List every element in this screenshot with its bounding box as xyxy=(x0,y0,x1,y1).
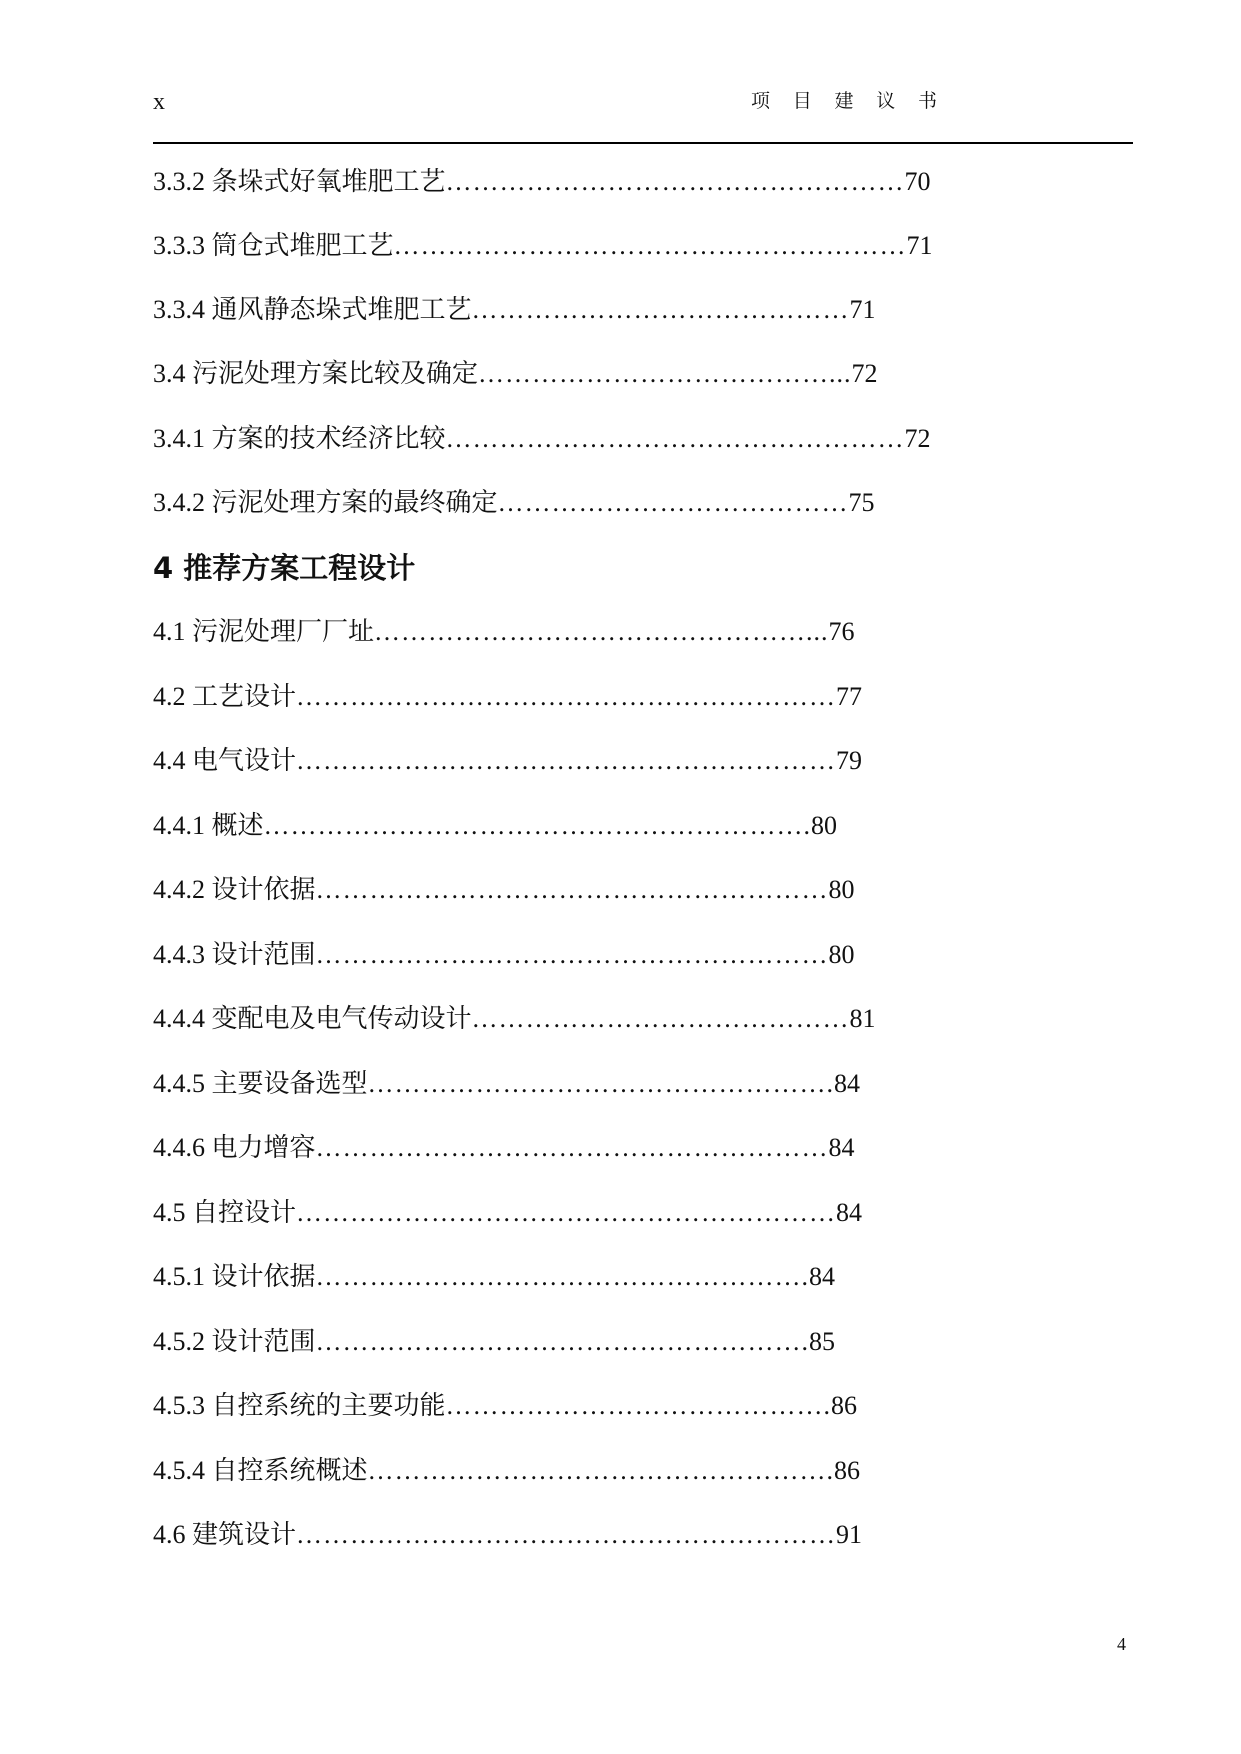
toc-entry-leader: …………………………………………… xyxy=(445,167,905,196)
toc-entry-label: 3.4.2 污泥处理方案的最终确定 xyxy=(153,488,498,517)
toc-entry-page: 75 xyxy=(848,488,875,517)
toc-entry-page: 84 xyxy=(834,1069,861,1098)
toc-entry-leader: …………………………………………… xyxy=(445,424,905,453)
toc-entry-label: 3.3.4 通风静态垛式堆肥工艺 xyxy=(153,295,472,324)
toc-entry-page: 72 xyxy=(851,359,878,388)
toc-entry-page: 71 xyxy=(849,295,876,324)
toc-entry-label: 4.5.1 设计依据 xyxy=(153,1262,316,1291)
toc-entry-label: 4.4.5 主要设备选型 xyxy=(153,1069,368,1098)
toc-entry-page: 81 xyxy=(849,1004,876,1033)
toc-entry-4-5-4[interactable] xyxy=(153,1451,860,1491)
toc-entry-label: 3.3.2 条垛式好氧堆肥工艺 xyxy=(153,167,446,196)
page-number: 4 xyxy=(1117,1634,1126,1654)
toc-heading-label: 4 推荐方案工程设计 xyxy=(153,551,416,585)
toc-entry-leader: ………………………………………………. xyxy=(315,1327,810,1356)
toc-entry-leader: ………………………………………………. xyxy=(315,1262,810,1291)
header-title: 项 目 建 议 书 xyxy=(751,91,947,112)
toc-entry-4-4-2[interactable] xyxy=(153,870,855,910)
toc-entry-page: 72 xyxy=(904,424,931,453)
toc-entry-label: 4.4.2 设计依据 xyxy=(153,875,316,904)
toc-entry-label: 4.4.1 概述 xyxy=(153,811,264,840)
toc-entry-leader: ………………………………… xyxy=(497,488,849,517)
header-left-text: x xyxy=(153,89,165,115)
toc-entry-leader: …………………………………………………… xyxy=(296,682,837,711)
toc-entry-3-3-4[interactable] xyxy=(153,290,876,330)
toc-entry-leader: …………………………………………………… xyxy=(296,746,837,775)
toc-entry-4-4-3[interactable] xyxy=(153,935,855,975)
toc-entry-leader: …………………………………………………… xyxy=(296,1198,837,1227)
toc-entry-page: 80 xyxy=(811,811,838,840)
toc-entry-page: 79 xyxy=(836,746,863,775)
toc-entry-page: 77 xyxy=(836,682,863,711)
toc-entry-label: 4.5.4 自控系统概述 xyxy=(153,1456,368,1485)
toc-entry-4-4-5[interactable] xyxy=(153,1064,860,1104)
toc-entry-4-5-3[interactable] xyxy=(153,1386,857,1426)
toc-entry-leader: ……………………………………………. xyxy=(367,1069,835,1098)
toc-entry-label: 4.4.4 变配电及电气传动设计 xyxy=(153,1004,472,1033)
toc-entry-4-4-1[interactable] xyxy=(153,806,837,846)
toc-entry-label: 3.3.3 筒仓式堆肥工艺 xyxy=(153,231,394,260)
toc-entry-page: 91 xyxy=(836,1520,863,1549)
toc-entry-3-4-1[interactable] xyxy=(153,419,931,459)
toc-chapter-heading-4[interactable] xyxy=(153,546,415,590)
toc-entry-leader: ………………………………………………… xyxy=(393,231,907,260)
toc-entry-leader: …………………………………... xyxy=(478,359,852,388)
toc-entry-label: 3.4.1 方案的技术经济比较 xyxy=(153,424,446,453)
toc-entry-3-3-3[interactable] xyxy=(153,226,933,266)
toc-entry-4-1[interactable] xyxy=(153,612,855,652)
toc-entry-page: 84 xyxy=(828,1133,855,1162)
toc-entry-4-4-4[interactable] xyxy=(153,999,876,1039)
toc-entry-4-4-6[interactable] xyxy=(153,1128,855,1168)
toc-entry-leader: ……………………………………………………. xyxy=(263,811,812,840)
toc-entry-4-5-2[interactable] xyxy=(153,1322,835,1362)
toc-entry-leader: …………………………………………... xyxy=(374,617,829,646)
toc-entry-label: 4.2 工艺设计 xyxy=(153,682,297,711)
toc-entry-label: 4.5 自控设计 xyxy=(153,1198,297,1227)
toc-entry-leader: ………………………………………………… xyxy=(315,875,829,904)
toc-entry-page: 86 xyxy=(831,1391,858,1420)
toc-entry-label: 4.4.3 设计范围 xyxy=(153,940,316,969)
toc-entry-leader: ……………………………………………. xyxy=(367,1456,835,1485)
toc-entry-label: 3.4 污泥处理方案比较及确定 xyxy=(153,359,479,388)
toc-entry-leader: ……………………………………. xyxy=(445,1391,832,1420)
toc-entry-label: 4.6 建筑设计 xyxy=(153,1520,297,1549)
toc-entry-4-5-1[interactable] xyxy=(153,1257,835,1297)
toc-entry-page: 76 xyxy=(828,617,855,646)
toc-entry-page: 80 xyxy=(828,940,855,969)
toc-entry-leader: …………………………………… xyxy=(471,1004,850,1033)
toc-entry-label: 4.4 电气设计 xyxy=(153,746,297,775)
toc-entry-4-4[interactable] xyxy=(153,741,862,781)
toc-entry-page: 71 xyxy=(906,231,933,260)
toc-entry-3-4[interactable] xyxy=(153,354,878,394)
toc-entry-leader: …………………………………………………… xyxy=(296,1520,837,1549)
toc-entry-page: 86 xyxy=(834,1456,861,1485)
toc-entry-4-2[interactable] xyxy=(153,677,862,717)
toc-entry-leader: ………………………………………………… xyxy=(315,1133,829,1162)
toc-entry-leader: ………………………………………………… xyxy=(315,940,829,969)
toc-entry-leader: …………………………………… xyxy=(471,295,850,324)
toc-entry-4-6[interactable] xyxy=(153,1515,862,1555)
toc-entry-3-3-2[interactable] xyxy=(153,162,931,202)
toc-entry-page: 84 xyxy=(836,1198,863,1227)
toc-entry-page: 84 xyxy=(809,1262,836,1291)
toc-entry-label: 4.5.3 自控系统的主要功能 xyxy=(153,1391,446,1420)
toc-entry-label: 4.4.6 电力增容 xyxy=(153,1133,316,1162)
toc-entry-label: 4.5.2 设计范围 xyxy=(153,1327,316,1356)
toc-entry-page: 85 xyxy=(809,1327,836,1356)
toc-entry-page: 70 xyxy=(904,167,931,196)
table-of-contents xyxy=(153,0,973,1754)
toc-entry-3-4-2[interactable] xyxy=(153,483,875,523)
toc-entry-label: 4.1 污泥处理厂厂址 xyxy=(153,617,375,646)
toc-entry-4-5[interactable] xyxy=(153,1193,862,1233)
toc-entry-page: 80 xyxy=(828,875,855,904)
